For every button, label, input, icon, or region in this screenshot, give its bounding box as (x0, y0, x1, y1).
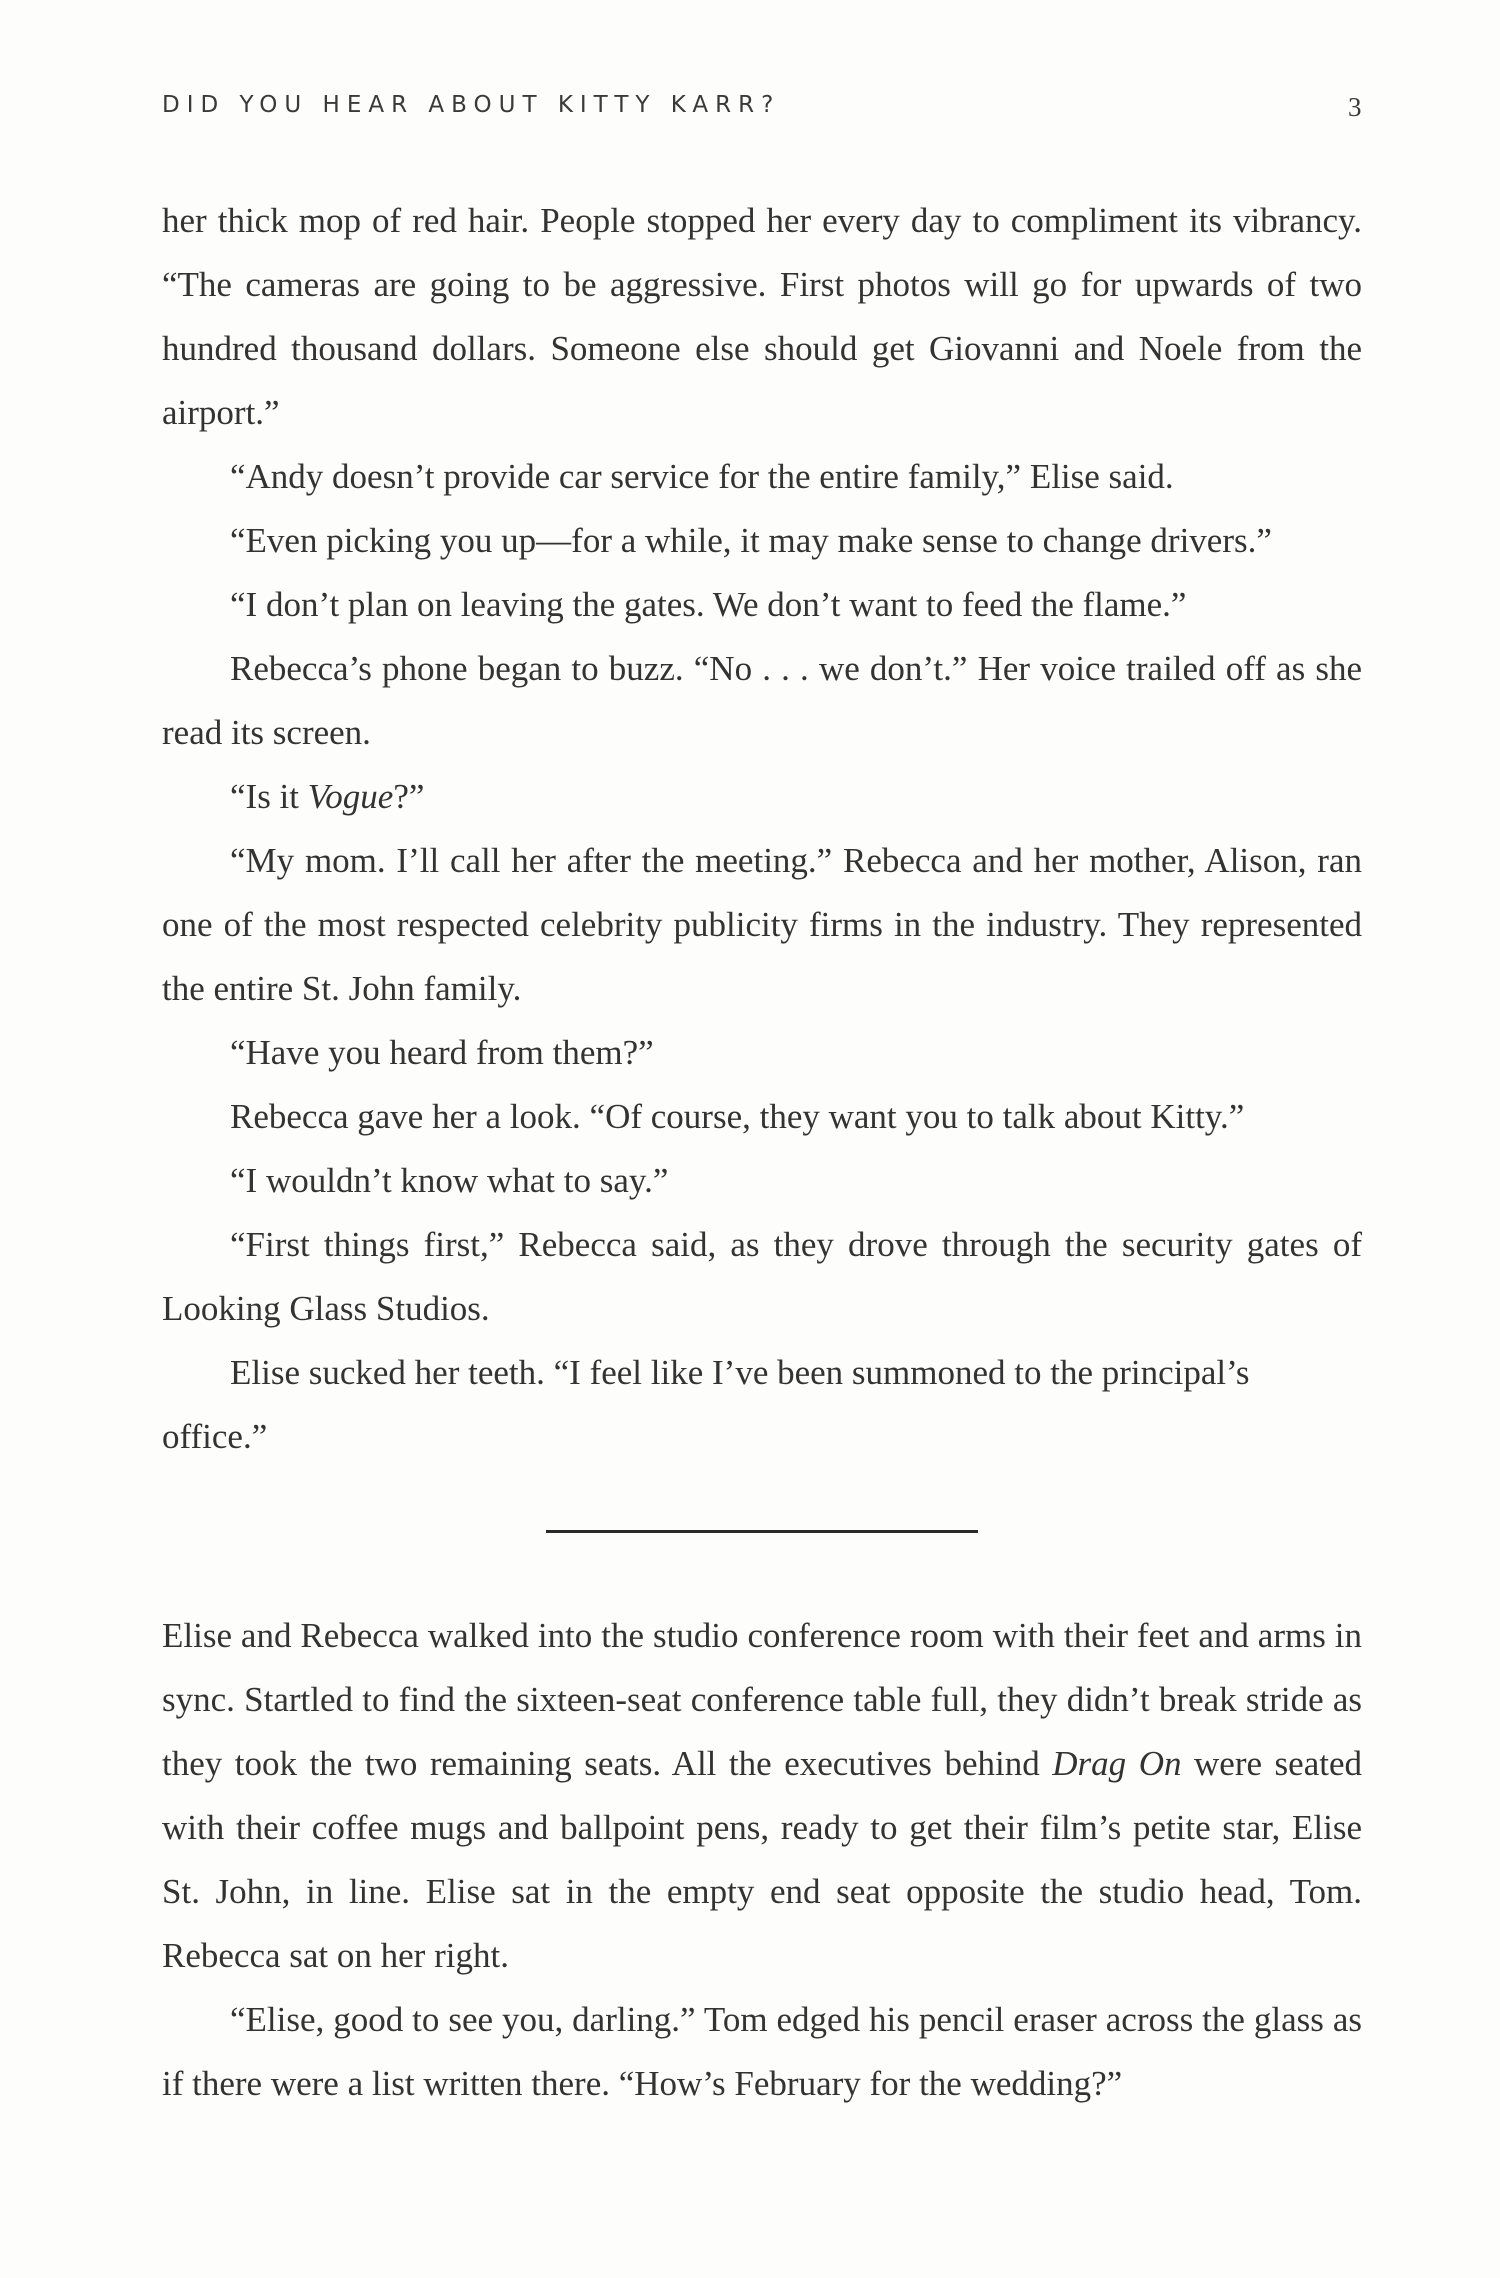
text-run: Elise and Rebecca walked into the studio conference room with their feet and arms in sync. Startled to find the sixteen-seat conference table full, they didn’t break stride as they took the two remaining seats. All the executives behind (162, 1616, 1362, 1783)
paragraph (162, 765, 1362, 829)
paragraph: “My mom. I’ll call her after the meeting.” Rebecca and her mother, Alison, ran one of the most respected celebrity publicity firms in the industry. They represented the entire St. John family. (162, 841, 1362, 1008)
paragraph: “I don’t plan on leaving the gates. We don’t want to feed the flame.” (230, 585, 1187, 624)
paragraph: Rebecca’s phone began to buzz. “No . . . we don’t.” Her voice trailed off as she read its screen. (162, 649, 1362, 752)
paragraph: “Andy doesn’t provide car service for the entire family,” Elise said. (230, 457, 1174, 496)
paragraph: “I wouldn’t know what to say.” (230, 1161, 669, 1200)
italic-title: Vogue (307, 777, 394, 816)
section-two (162, 1604, 1362, 2116)
text-run: “Is it (230, 777, 308, 816)
page-number: 3 (1348, 92, 1362, 122)
paragraph: “Have you heard from them?” (230, 1033, 654, 1072)
paragraph: Elise sucked her teeth. “I feel like I’ve been summoned to the principal’s office.” (162, 1353, 1250, 1456)
paragraph: Rebecca gave her a look. “Of course, they want you to talk about Kitty.” (230, 1097, 1245, 1136)
paragraph: “Even picking you up—for a while, it may make sense to change drivers.” (230, 521, 1272, 560)
paragraph: “Elise, good to see you, darling.” Tom edged his pencil eraser across the glass as if there were a list written there. “How’s February for the wedding?” (162, 2000, 1362, 2103)
paragraph: her thick mop of red hair. People stopped her every day to compliment its vibrancy. “The cameras are going to be aggressive. First photos will go for upwards of two hundred thousand dollars. Someone else should get Giovanni and Noele from the airport.” (162, 201, 1362, 432)
section-break-rule (546, 1530, 978, 1533)
paragraph: “First things first,” Rebecca said, as they drove through the security gates of Looking Glass Studios. (162, 1225, 1362, 1328)
running-head: DID YOU HEAR ABOUT KITTY KARR? (162, 92, 781, 118)
italic-title: Drag On (1052, 1744, 1182, 1783)
text-run: were seated with their coffee mugs and ballpoint pens, ready to get their film’s petite star, Elise St. John, in line. Elise sat in the empty end seat opposite the studio head, Tom. Rebecca sat on her right. (162, 1744, 1362, 1975)
text-run: ?” (393, 777, 425, 816)
section-one (162, 189, 1362, 1469)
paragraph (162, 1604, 1362, 1988)
